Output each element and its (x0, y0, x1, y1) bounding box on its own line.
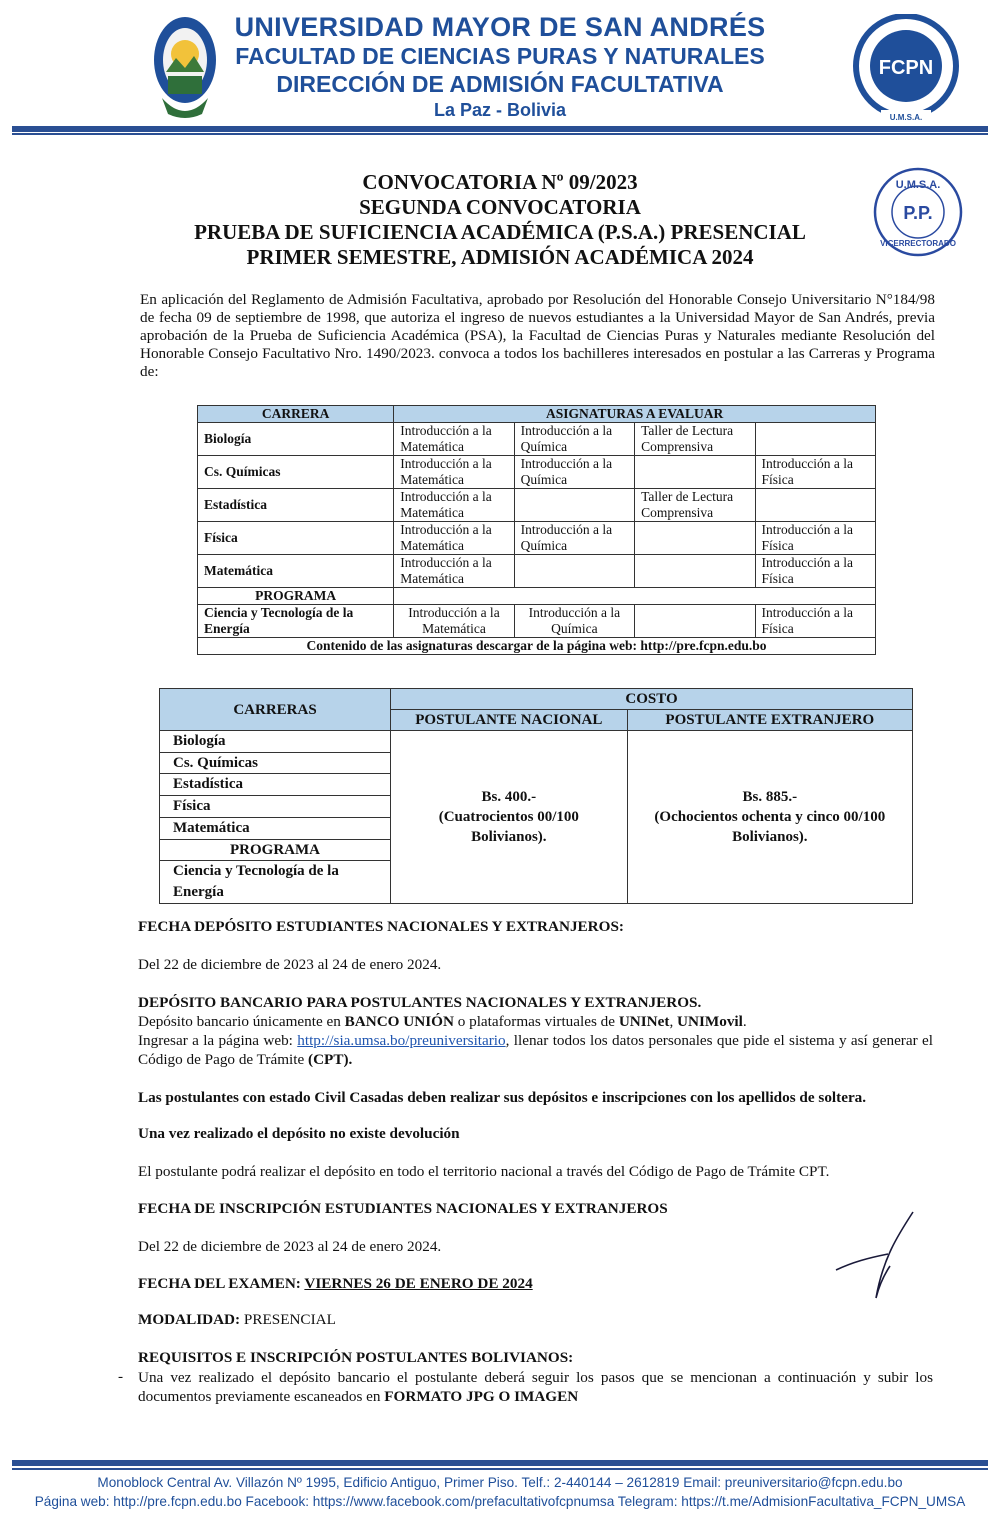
requirements-text (138, 1368, 933, 1406)
subject-cell: Introducción a la Física (755, 456, 875, 489)
table-row (198, 489, 876, 522)
cpt-label: (CPT). (308, 1051, 353, 1068)
exam-label: FECHA DEL EXAMEN: (138, 1275, 305, 1292)
subject-cell (635, 522, 755, 555)
subject-cell: Introducción a la Física (755, 555, 875, 588)
bank-text: o plataformas virtuales de (453, 1013, 619, 1030)
subject-career: Ciencia y Tecnología de la Energía (198, 605, 394, 638)
subject-cell (635, 555, 755, 588)
footer-address: Monoblock Central Av. Villazón Nº 1995, Edificio Antiguo, Primer Piso. Telf.: 2-440144 – 2612819 Email: preuniversitario@fcpn.edu.bo (97, 1475, 903, 1490)
subject-cell: Introducción a la Química (514, 423, 634, 456)
subject-career: Biología (198, 423, 394, 456)
list-item: Estadística (160, 774, 390, 796)
mode-value: PRESENCIAL (243, 1311, 336, 1328)
cost-header-extranjero: POSTULANTE EXTRANJERO (627, 710, 912, 731)
handwritten-signature (828, 1210, 918, 1300)
cost-programa-label: PROGRAMA (160, 840, 390, 862)
table-row (198, 456, 876, 489)
subject-cell: Introducción a la Matemática (394, 489, 514, 522)
subjects-programa-label: PROGRAMA (198, 588, 394, 605)
subject-cell: Introducción a la Matemática (394, 522, 514, 555)
title-segunda: SEGUNDA CONVOCATORIA (359, 195, 641, 219)
header-direction: DIRECCIÓN DE ADMISIÓN FACULTATIVA (276, 71, 724, 97)
subject-cell: Introducción a la Matemática (394, 423, 514, 456)
bank-paragraph-2 (138, 1031, 933, 1069)
bank-text: Depósito bancario únicamente en (138, 1013, 345, 1030)
subject-cell: Introducción a la Matemática (394, 605, 514, 638)
subject-career: Estadística (198, 489, 394, 522)
table-row (198, 555, 876, 588)
fcpn-logo-text: FCPN (878, 57, 934, 79)
list-item: Biología (160, 731, 390, 753)
subject-cell (514, 489, 634, 522)
cost-nacional (391, 731, 628, 904)
subjects-footer: Contenido de las asignaturas descargar de la página web: http://pre.fcpn.edu.bo (198, 638, 876, 655)
subject-career: Matemática (198, 555, 394, 588)
subject-cell: Introducción a la Química (514, 456, 634, 489)
footer-web: Página web: http://pre.fcpn.edu.bo Facebook: https://www.facebook.com/prefacultativofcpnumsa Telegram: https://t.me/AdmisionFacultativa_FCPN_UMSA (34, 1494, 966, 1509)
cost-nacional-amount: Bs. 400.- (481, 788, 537, 805)
stamp-bottom: VICERRECTORADO (880, 239, 956, 248)
stamp-top: U.M.S.A. (895, 179, 941, 191)
platform-uninet: UNINet (618, 1013, 670, 1030)
deposit-date: Del 22 de diciembre de 2023 al 24 de enero 2024. (138, 956, 442, 973)
header-rule (12, 126, 988, 132)
requirements-bullet: - (118, 1368, 124, 1385)
table-row (198, 605, 876, 638)
cost-extranjero (627, 731, 912, 904)
subject-cell: Introducción a la Química (514, 522, 634, 555)
enroll-title: FECHA DE INSCRIPCIÓN ESTUDIANTES NACIONALES Y EXTRANJEROS (138, 1200, 668, 1217)
subject-cell: Introducción a la Física (755, 522, 875, 555)
list-item: Matemática (160, 818, 390, 840)
mode-line (138, 1310, 938, 1329)
bank-text: . (742, 1013, 747, 1030)
bank-paragraph-1 (138, 1012, 938, 1031)
bank-title: DEPÓSITO BANCARIO PARA POSTULANTES NACIONALES Y EXTRANJEROS. (138, 994, 702, 1011)
subject-cell (635, 456, 755, 489)
exam-date: VIERNES 26 DE ENERO DE 2024 (304, 1275, 533, 1292)
subject-career: Cs. Químicas (198, 456, 394, 489)
cost-header-carreras: CARRERAS (160, 689, 391, 731)
requirements-title: REQUISITOS E INSCRIPCIÓN POSTULANTES BOLIVIANOS: (138, 1349, 574, 1366)
header-university: UNIVERSIDAD MAYOR DE SAN ANDRÉS (234, 12, 766, 42)
cost-careers-list (160, 731, 391, 904)
stamp-center: P.P. (903, 203, 933, 223)
cost-extranjero-words: (Ochocientos ochenta y cinco 00/100 (654, 808, 886, 825)
nationwide-note: El postulante podrá realizar el depósito en todo el territorio nacional a través del Código de Pago de Trámite CPT. (138, 1163, 830, 1180)
table-row (198, 522, 876, 555)
subjects-header-asignaturas: ASIGNATURAS A EVALUAR (394, 406, 876, 423)
subject-cell (514, 555, 634, 588)
footer-rule-thin (12, 1468, 988, 1470)
list-item: Cs. Químicas (160, 753, 390, 775)
intro-paragraph: En aplicación del Reglamento de Admisión Facultativa, aprobado por Resolución del Honorable Consejo Universitario N°184/98 de fecha 09 de septiembre de 1998, que autoriza el ingreso de nuevos estudiantes a la Universidad Mayor de San Andrés, previa aprobación de la Prueba de Suficiencia Académica (PSA), la Facultad de Ciencias Puras y Naturales mediante Resolución del Honorable Consejo Facultativo Nro. 1490/2023. convoca a todos los bachilleres interesados en postular a las Carreras y Programa de: (140, 291, 935, 380)
title-semestre: PRIMER SEMESTRE, ADMISIÓN ACADÉMICA 2024 (246, 245, 754, 269)
subject-cell (755, 423, 875, 456)
requirements-format: FORMATO JPG O IMAGEN (384, 1388, 579, 1405)
subject-career: Física (198, 522, 394, 555)
header-rule-thin (12, 133, 988, 135)
subject-cell: Introducción a la Matemática (394, 456, 514, 489)
platform-unimovil: UNIMovil (677, 1013, 743, 1030)
bank-text: Ingresar a la página web: (138, 1032, 298, 1049)
mode-label: MODALIDAD: (138, 1311, 244, 1328)
header-city: La Paz - Bolivia (433, 100, 567, 120)
subject-cell (755, 489, 875, 522)
cost-extranjero-currency: Bolivianos). (732, 828, 808, 845)
subject-cell: Taller de Lectura Comprensiva (635, 489, 755, 522)
bank-name: BANCO UNIÓN (344, 1013, 454, 1030)
vicerrectorado-stamp (872, 166, 964, 258)
exam-date-line (138, 1274, 938, 1293)
subject-cell: Introducción a la Química (514, 605, 634, 638)
title-psa: PRUEBA DE SUFICIENCIA ACADÉMICA (P.S.A.) PRESENCIAL (194, 220, 806, 244)
no-refund-note: Una vez realizado el depósito no existe devolución (138, 1125, 460, 1142)
cost-header-nacional: POSTULANTE NACIONAL (391, 710, 628, 731)
requirements-body: Una vez realizado el depósito bancario el postulante deberá seguir los pasos que se mencionan a continuación y subir los documentos previamente escaneados en (138, 1369, 933, 1405)
subjects-header-carrera: CARRERA (198, 406, 394, 423)
fcpn-logo-umsa: U.M.S.A. (889, 113, 923, 122)
list-item: Física (160, 796, 390, 818)
enroll-date: Del 22 de diciembre de 2023 al 24 de enero 2024. (138, 1238, 442, 1255)
cost-nacional-currency: Bolivianos). (471, 828, 547, 845)
cost-nacional-words: (Cuatrocientos 00/100 (438, 808, 579, 825)
sia-link[interactable]: http://sia.umsa.bo/preuniversitario (297, 1032, 506, 1049)
table-row (198, 423, 876, 456)
subject-cell: Introducción a la Física (755, 605, 875, 638)
subject-cell: Taller de Lectura Comprensiva (635, 423, 755, 456)
subjects-table (197, 405, 876, 655)
cost-extranjero-amount: Bs. 885.- (742, 788, 798, 805)
subject-cell (635, 605, 755, 638)
bank-text: , (669, 1013, 678, 1030)
cost-table (159, 688, 913, 904)
title-convocatoria: CONVOCATORIA Nº 09/2023 (362, 170, 638, 194)
cost-header-costo: COSTO (391, 689, 913, 710)
list-item: Ciencia y Tecnología de la Energía (173, 863, 339, 900)
bank-text: , llenar todos los datos personales que pide el sistema y así generar el Código de Pago de Trámite (138, 1032, 933, 1068)
footer-rule (12, 1460, 988, 1466)
subject-cell: Introducción a la Matemática (394, 555, 514, 588)
header-faculty: FACULTAD DE CIENCIAS PURAS Y NATURALES (235, 43, 765, 69)
deposit-date-title: FECHA DEPÓSITO ESTUDIANTES NACIONALES Y EXTRANJEROS: (138, 918, 624, 935)
married-note: Las postulantes con estado Civil Casadas deben realizar sus depósitos e inscripciones con los apellidos de soltera. (138, 1089, 867, 1106)
